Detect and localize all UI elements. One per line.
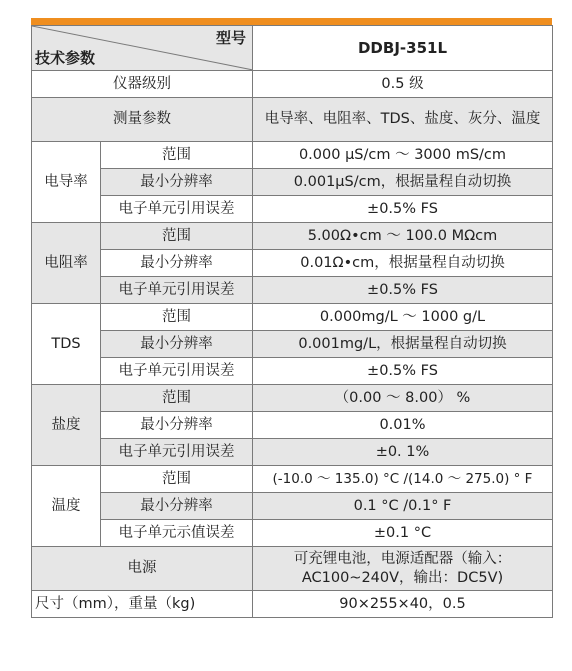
item-value: ±0.5% FS [253, 196, 553, 223]
row-label: 测量参数 [32, 98, 253, 142]
row-value: 90×255×40，0.5 [253, 591, 553, 618]
item-value: 0.000mg/L ～ 1000 g/L [253, 304, 553, 331]
item-label: 电子单元引用误差 [101, 196, 253, 223]
item-value: ±0.5% FS [253, 277, 553, 304]
group-row [32, 223, 553, 250]
spec-table [31, 25, 553, 618]
item-label: 电子单元示值误差 [101, 520, 253, 547]
item-value: ±0.1 °C [253, 520, 553, 547]
item-value: 0.1 °C /0.1° F [253, 493, 553, 520]
item-value: 0.001mg/L，根据量程自动切换 [253, 331, 553, 358]
header-corner-cell [32, 26, 253, 71]
item-label: 范围 [101, 466, 253, 493]
group-name: TDS [32, 304, 101, 385]
item-label: 电子单元引用误差 [101, 358, 253, 385]
group-row [32, 520, 553, 547]
item-label: 最小分辨率 [101, 250, 253, 277]
model-value: DDBJ-351L [253, 26, 553, 71]
item-label: 范围 [101, 385, 253, 412]
item-value: ±0.5% FS [253, 358, 553, 385]
group-name: 电导率 [32, 142, 101, 223]
group-row [32, 358, 553, 385]
row-value: 可充锂电池，电源适配器（输入：AC100~240V，输出：DC5V) [253, 547, 553, 591]
group-row [32, 304, 553, 331]
group-name: 盐度 [32, 385, 101, 466]
item-label: 范围 [101, 142, 253, 169]
item-label: 范围 [101, 304, 253, 331]
item-value: 0.01Ω•cm，根据量程自动切换 [253, 250, 553, 277]
item-value: (-10.0 ～ 135.0) °C /(14.0 ～ 275.0) ° F [253, 466, 553, 493]
group-name: 电阻率 [32, 223, 101, 304]
group-row [32, 169, 553, 196]
item-value: 0.01% [253, 412, 553, 439]
size-row [32, 591, 553, 618]
item-value: （0.00 ～ 8.00） % [253, 385, 553, 412]
item-label: 最小分辨率 [101, 493, 253, 520]
group-row [32, 466, 553, 493]
item-label: 范围 [101, 223, 253, 250]
row-label: 仪器级别 [32, 71, 253, 98]
group-row [32, 493, 553, 520]
item-label: 最小分辨率 [101, 331, 253, 358]
accent-bar [31, 18, 552, 25]
model-label: 型号 [215, 29, 246, 47]
power-row [32, 547, 553, 591]
item-label: 电子单元引用误差 [101, 439, 253, 466]
item-value: ±0. 1% [253, 439, 553, 466]
group-row [32, 385, 553, 412]
measure-row [32, 98, 553, 142]
group-row [32, 277, 553, 304]
group-name: 温度 [32, 466, 101, 547]
item-value: 0.001μS/cm，根据量程自动切换 [253, 169, 553, 196]
row-value: 电导率、电阻率、TDS、盐度、灰分、温度 [253, 98, 553, 142]
group-row [32, 196, 553, 223]
row-value: 0.5 级 [253, 71, 553, 98]
row-label: 电源 [32, 547, 253, 591]
row-label: 尺寸（mm），重量（kg) [32, 591, 253, 618]
class-row [32, 71, 553, 98]
group-row [32, 250, 553, 277]
item-label: 最小分辨率 [101, 412, 253, 439]
group-row [32, 439, 553, 466]
item-value: 0.000 μS/cm ～ 3000 mS/cm [253, 142, 553, 169]
header-row [32, 26, 553, 71]
params-label: 技术参数 [35, 49, 96, 67]
item-label: 最小分辨率 [101, 169, 253, 196]
item-label: 电子单元引用误差 [101, 277, 253, 304]
group-row [32, 412, 553, 439]
group-row [32, 142, 553, 169]
group-row [32, 331, 553, 358]
item-value: 5.00Ω•cm ～ 100.0 MΩcm [253, 223, 553, 250]
spec-sheet [31, 18, 552, 618]
